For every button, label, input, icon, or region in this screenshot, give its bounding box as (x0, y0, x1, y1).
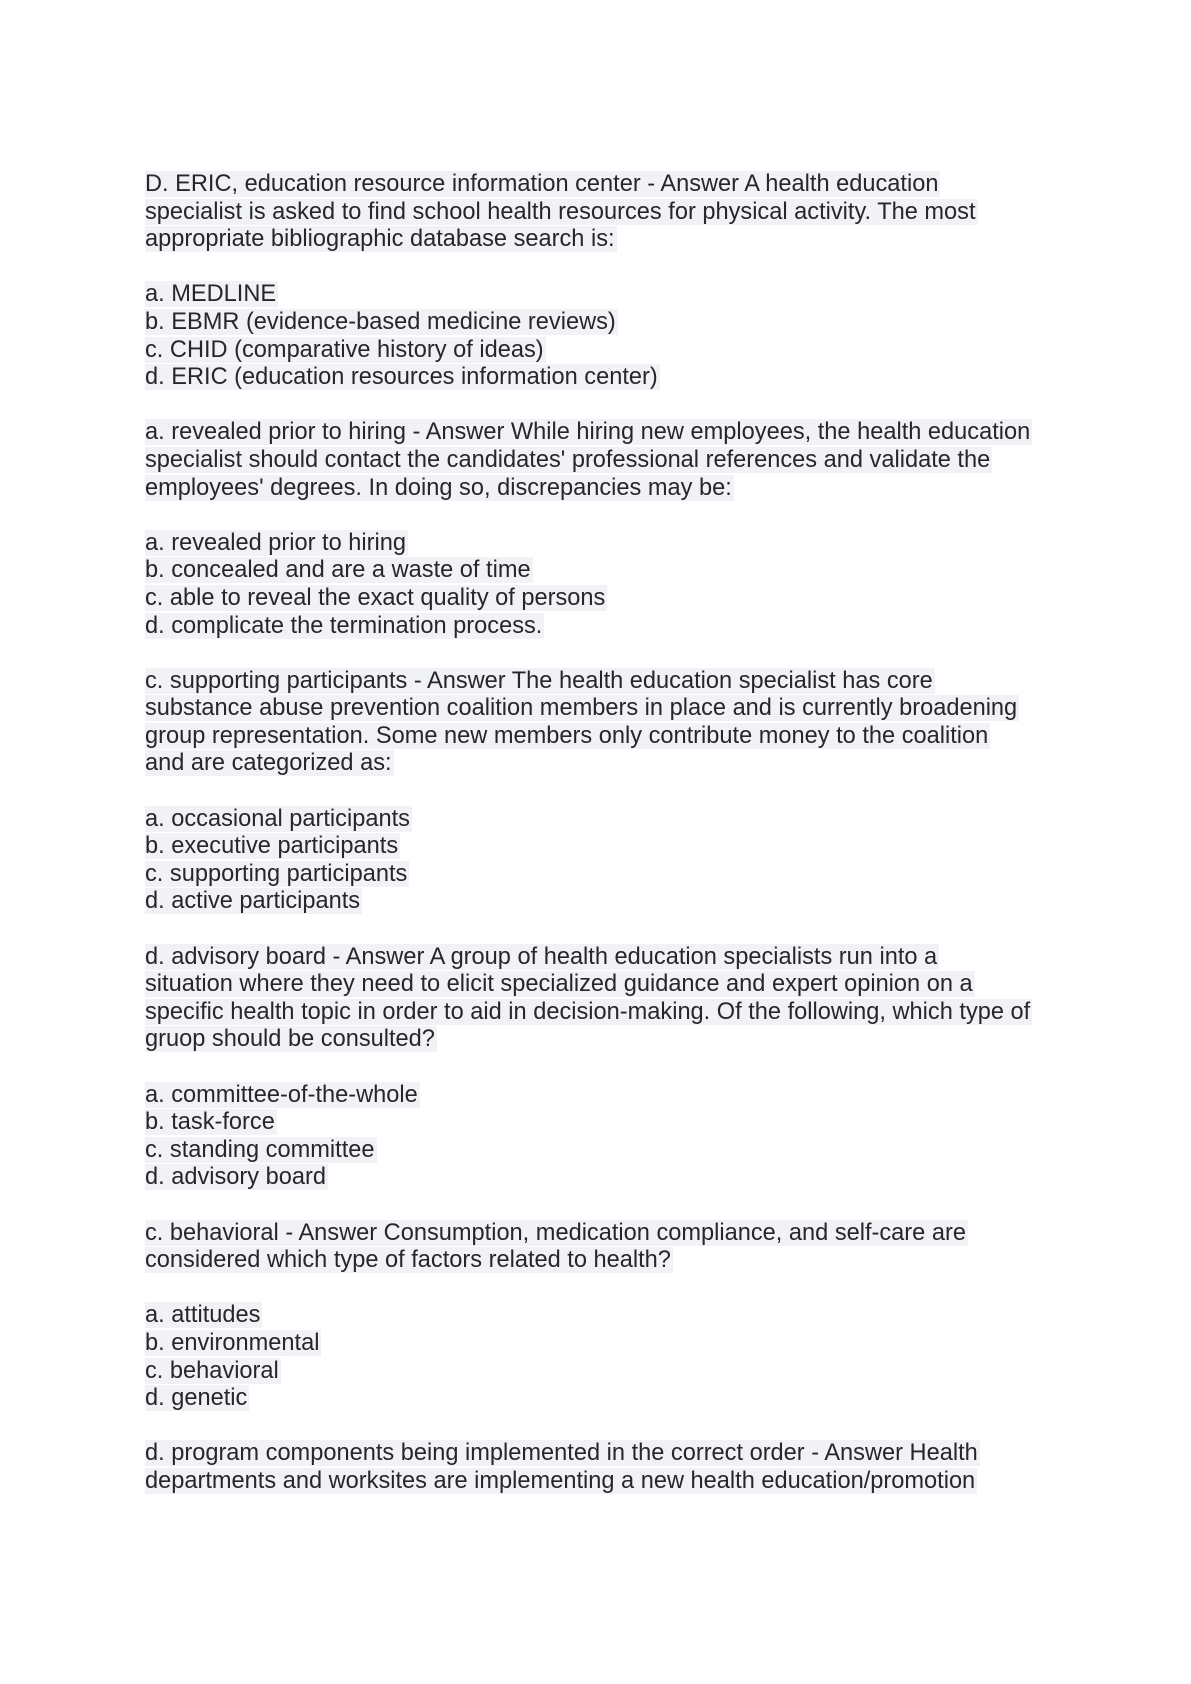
question-block-program-order (145, 1440, 1065, 1495)
text-line: departments and worksites are implementing a new health education/promotion (145, 1467, 976, 1494)
option-line: a. committee-of-the-whole (145, 1081, 418, 1108)
question-block-eric (145, 171, 1065, 254)
text-line: and are categorized as: (145, 750, 392, 777)
option-line: a. MEDLINE (145, 281, 277, 308)
text-line: d. program components being implemented in the correct order - Answer Health (145, 1440, 978, 1467)
text-line: situation where they need to elicit specialized guidance and expert opinion on a (145, 971, 973, 998)
option-line: b. concealed and are a waste of time (145, 557, 531, 584)
question-block-behavioral (145, 1220, 1065, 1275)
answer-options-advisory (145, 1082, 1065, 1192)
option-line: d. genetic (145, 1385, 248, 1412)
answer-options-hiring (145, 530, 1065, 640)
option-line: d. active participants (145, 888, 361, 915)
text-line: considered which type of factors related to health? (145, 1247, 671, 1274)
option-line: a. occasional participants (145, 805, 410, 832)
text-line: appropriate bibliographic database search is: (145, 226, 615, 253)
option-line: d. complicate the termination process. (145, 612, 543, 639)
option-line: c. supporting participants (145, 860, 408, 887)
question-block-advisory (145, 944, 1065, 1054)
text-line: d. advisory board - Answer A group of health education specialists run into a (145, 943, 938, 970)
text-line: c. supporting participants - Answer The health education specialist has core (145, 667, 933, 694)
option-line: b. EBMR (evidence-based medicine reviews) (145, 308, 616, 335)
text-line: employees' degrees. In doing so, discrepancies may be: (145, 474, 732, 501)
option-line: d. advisory board (145, 1164, 326, 1191)
answer-options-coalition (145, 806, 1065, 916)
text-line: c. behavioral - Answer Consumption, medication compliance, and self-care are (145, 1219, 966, 1246)
option-line: b. task-force (145, 1109, 275, 1136)
text-line: D. ERIC, education resource information center - Answer A health education (145, 171, 939, 197)
text-line: substance abuse prevention coalition members in place and is currently broadening (145, 695, 1018, 722)
text-line: gruop should be consulted? (145, 1026, 435, 1053)
document-page (145, 171, 1065, 1523)
option-line: c. able to reveal the exact quality of persons (145, 584, 606, 611)
option-line: c. standing committee (145, 1136, 375, 1163)
option-line: b. environmental (145, 1329, 320, 1356)
answer-options-database (145, 281, 1065, 391)
question-block-coalition (145, 668, 1065, 778)
answer-options-behavioral (145, 1302, 1065, 1412)
question-block-hiring (145, 419, 1065, 502)
option-line: b. executive participants (145, 833, 399, 860)
text-line: specific health topic in order to aid in decision-making. Of the following, which type of (145, 998, 1031, 1025)
option-line: a. revealed prior to hiring (145, 529, 406, 556)
option-line: c. CHID (comparative history of ideas) (145, 336, 544, 363)
option-line: c. behavioral (145, 1357, 279, 1384)
text-line: group representation. Some new members only contribute money to the coalition (145, 722, 989, 749)
option-line: a. attitudes (145, 1302, 261, 1329)
text-line: specialist should contact the candidates' professional references and validate the (145, 446, 991, 473)
text-line: a. revealed prior to hiring - Answer While hiring new employees, the health education (145, 419, 1031, 446)
text-line: specialist is asked to find school health resources for physical activity. The most (145, 198, 976, 225)
option-line: d. ERIC (education resources information center) (145, 364, 658, 391)
